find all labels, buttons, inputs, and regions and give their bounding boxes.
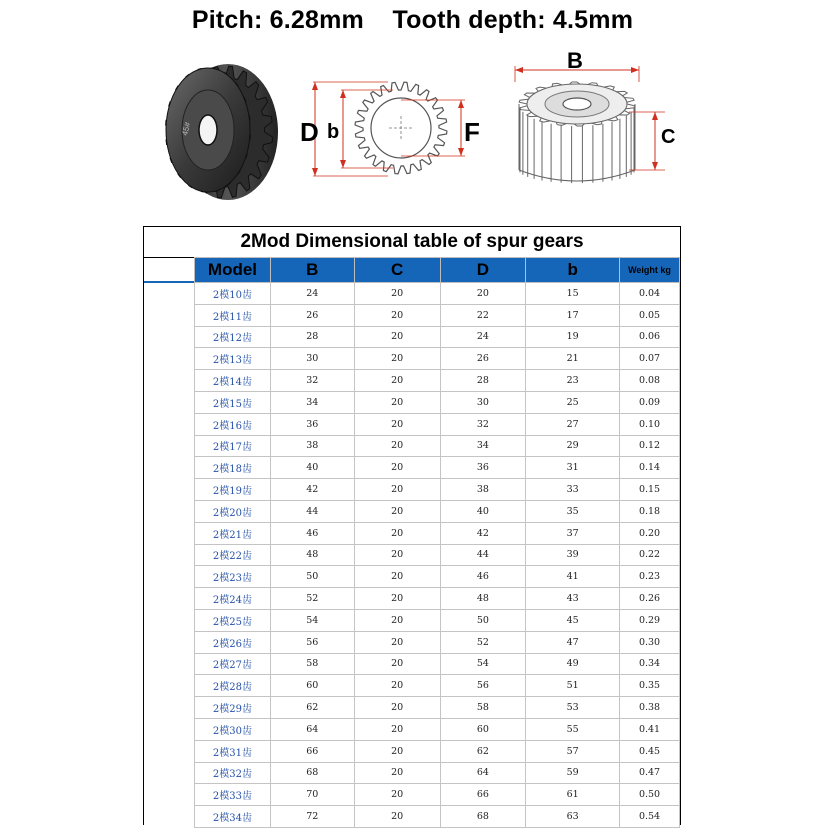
value-cell: 20	[354, 370, 440, 392]
value-cell: 38	[440, 479, 526, 501]
value-cell: 20	[354, 697, 440, 719]
value-cell: 0.54	[620, 806, 680, 828]
value-cell: 0.10	[620, 413, 680, 435]
value-cell: 0.14	[620, 457, 680, 479]
value-cell: 35	[526, 500, 620, 522]
value-cell: 0.34	[620, 653, 680, 675]
table-row	[195, 675, 680, 697]
gear-bottom-edge	[519, 170, 635, 181]
value-cell: 64	[270, 718, 354, 740]
value-cell: 20	[354, 304, 440, 326]
spur-gear-dimension-table	[194, 257, 680, 828]
model-cell: 2模26齿	[195, 631, 271, 653]
column-header-b-inner: b	[526, 258, 620, 283]
value-cell: 54	[270, 609, 354, 631]
value-cell: 22	[440, 304, 526, 326]
value-cell: 20	[354, 631, 440, 653]
value-cell: 28	[270, 326, 354, 348]
table-header-row	[195, 258, 680, 283]
model-cell: 2模25齿	[195, 609, 271, 631]
gear-front-view-diagram	[293, 68, 493, 188]
dimension-label-b: B	[567, 48, 583, 73]
value-cell: 0.29	[620, 609, 680, 631]
value-cell: 60	[440, 718, 526, 740]
value-cell: 24	[440, 326, 526, 348]
value-cell: 39	[526, 544, 620, 566]
model-cell: 2模28齿	[195, 675, 271, 697]
table-row	[195, 806, 680, 828]
table-row	[195, 762, 680, 784]
value-cell: 20	[354, 457, 440, 479]
value-cell: 41	[526, 566, 620, 588]
value-cell: 48	[440, 588, 526, 610]
value-cell: 34	[270, 391, 354, 413]
value-cell: 29	[526, 435, 620, 457]
table-row	[195, 544, 680, 566]
value-cell: 20	[354, 479, 440, 501]
value-cell: 0.26	[620, 588, 680, 610]
value-cell: 20	[354, 718, 440, 740]
model-cell: 2模32齿	[195, 762, 271, 784]
value-cell: 17	[526, 304, 620, 326]
value-cell: 20	[354, 348, 440, 370]
model-cell: 2模34齿	[195, 806, 271, 828]
model-cell: 2模22齿	[195, 544, 271, 566]
table-row	[195, 479, 680, 501]
dimension-label-f: F	[464, 117, 480, 147]
gear-side-view-diagram	[505, 52, 675, 202]
value-cell: 20	[354, 391, 440, 413]
table-row	[195, 566, 680, 588]
value-cell: 60	[270, 675, 354, 697]
model-cell: 2模19齿	[195, 479, 271, 501]
table-row	[195, 457, 680, 479]
dimension-label-d: D	[300, 117, 319, 147]
table-row	[195, 304, 680, 326]
table-row	[195, 500, 680, 522]
page-title: Pitch: 6.28mm Tooth depth: 4.5mm	[191, 6, 634, 34]
column-header-d: D	[440, 258, 526, 283]
value-cell: 20	[354, 653, 440, 675]
gear-marking-text: 45#	[180, 121, 193, 137]
table-row	[195, 784, 680, 806]
value-cell: 26	[440, 348, 526, 370]
value-cell: 0.38	[620, 697, 680, 719]
value-cell: 0.18	[620, 500, 680, 522]
model-cell: 2模31齿	[195, 740, 271, 762]
value-cell: 0.22	[620, 544, 680, 566]
value-cell: 44	[270, 500, 354, 522]
value-cell: 52	[270, 588, 354, 610]
value-cell: 20	[440, 283, 526, 305]
table-caption: 2Mod Dimensional table of spur gears	[144, 227, 680, 258]
value-cell: 32	[440, 413, 526, 435]
value-cell: 0.05	[620, 304, 680, 326]
value-cell: 42	[440, 522, 526, 544]
value-cell: 46	[440, 566, 526, 588]
value-cell: 61	[526, 784, 620, 806]
value-cell: 25	[526, 391, 620, 413]
value-cell: 34	[440, 435, 526, 457]
value-cell: 0.45	[620, 740, 680, 762]
value-cell: 20	[354, 609, 440, 631]
value-cell: 64	[440, 762, 526, 784]
model-cell: 2模30齿	[195, 718, 271, 740]
model-cell: 2模12齿	[195, 326, 271, 348]
value-cell: 27	[526, 413, 620, 435]
value-cell: 51	[526, 675, 620, 697]
value-cell: 49	[526, 653, 620, 675]
value-cell: 0.23	[620, 566, 680, 588]
value-cell: 20	[354, 435, 440, 457]
value-cell: 59	[526, 762, 620, 784]
model-cell: 2模13齿	[195, 348, 271, 370]
value-cell: 40	[440, 500, 526, 522]
model-cell: 2模17齿	[195, 435, 271, 457]
model-cell: 2模29齿	[195, 697, 271, 719]
value-cell: 0.06	[620, 326, 680, 348]
table-row	[195, 326, 680, 348]
value-cell: 72	[270, 806, 354, 828]
column-header-model: Model	[195, 258, 271, 283]
table-row	[195, 413, 680, 435]
value-cell: 32	[270, 370, 354, 392]
value-cell: 66	[270, 740, 354, 762]
table-row	[195, 653, 680, 675]
value-cell: 20	[354, 784, 440, 806]
value-cell: 36	[440, 457, 526, 479]
value-cell: 20	[354, 588, 440, 610]
value-cell: 52	[440, 631, 526, 653]
value-cell: 31	[526, 457, 620, 479]
column-header-b-outer: B	[270, 258, 354, 283]
value-cell: 70	[270, 784, 354, 806]
value-cell: 28	[440, 370, 526, 392]
model-cell: 2模11齿	[195, 304, 271, 326]
value-cell: 68	[270, 762, 354, 784]
table-row	[195, 391, 680, 413]
value-cell: 20	[354, 544, 440, 566]
model-cell: 2模10齿	[195, 283, 271, 305]
value-cell: 0.20	[620, 522, 680, 544]
table-row	[195, 740, 680, 762]
table-row	[195, 283, 680, 305]
column-header-weight: Weight kg	[620, 258, 680, 283]
value-cell: 56	[270, 631, 354, 653]
value-cell: 62	[270, 697, 354, 719]
model-cell: 2模27齿	[195, 653, 271, 675]
value-cell: 54	[440, 653, 526, 675]
value-cell: 21	[526, 348, 620, 370]
value-cell: 20	[354, 806, 440, 828]
value-cell: 0.08	[620, 370, 680, 392]
model-cell: 2模24齿	[195, 588, 271, 610]
value-cell: 20	[354, 740, 440, 762]
model-cell: 2模14齿	[195, 370, 271, 392]
table-row	[195, 697, 680, 719]
value-cell: 0.12	[620, 435, 680, 457]
value-cell: 20	[354, 413, 440, 435]
value-cell: 53	[526, 697, 620, 719]
table-row	[195, 348, 680, 370]
value-cell: 20	[354, 522, 440, 544]
value-cell: 20	[354, 566, 440, 588]
value-cell: 19	[526, 326, 620, 348]
table-row	[195, 631, 680, 653]
model-cell: 2模18齿	[195, 457, 271, 479]
table-row	[195, 718, 680, 740]
value-cell: 45	[526, 609, 620, 631]
value-cell: 20	[354, 326, 440, 348]
value-cell: 55	[526, 718, 620, 740]
value-cell: 0.50	[620, 784, 680, 806]
table-row	[195, 588, 680, 610]
value-cell: 47	[526, 631, 620, 653]
column-header-c: C	[354, 258, 440, 283]
value-cell: 20	[354, 675, 440, 697]
value-cell: 0.35	[620, 675, 680, 697]
table-left-margin	[144, 257, 195, 826]
value-cell: 30	[440, 391, 526, 413]
value-cell: 23	[526, 370, 620, 392]
table-row	[195, 435, 680, 457]
table-row	[195, 370, 680, 392]
value-cell: 0.15	[620, 479, 680, 501]
model-cell: 2模21齿	[195, 522, 271, 544]
value-cell: 24	[270, 283, 354, 305]
model-cell: 2模33齿	[195, 784, 271, 806]
value-cell: 50	[270, 566, 354, 588]
value-cell: 38	[270, 435, 354, 457]
value-cell: 20	[354, 762, 440, 784]
value-cell: 42	[270, 479, 354, 501]
value-cell: 56	[440, 675, 526, 697]
value-cell: 37	[526, 522, 620, 544]
value-cell: 66	[440, 784, 526, 806]
table-row	[195, 522, 680, 544]
value-cell: 0.41	[620, 718, 680, 740]
value-cell: 44	[440, 544, 526, 566]
gear-photo-illustration	[153, 50, 288, 210]
value-cell: 46	[270, 522, 354, 544]
value-cell: 0.47	[620, 762, 680, 784]
value-cell: 26	[270, 304, 354, 326]
value-cell: 0.07	[620, 348, 680, 370]
value-cell: 33	[526, 479, 620, 501]
value-cell: 63	[526, 806, 620, 828]
value-cell: 15	[526, 283, 620, 305]
value-cell: 20	[354, 500, 440, 522]
value-cell: 62	[440, 740, 526, 762]
model-cell: 2模16齿	[195, 413, 271, 435]
model-cell: 2模15齿	[195, 391, 271, 413]
value-cell: 68	[440, 806, 526, 828]
value-cell: 43	[526, 588, 620, 610]
value-cell: 30	[270, 348, 354, 370]
dimension-table-panel	[143, 226, 681, 825]
value-cell: 20	[354, 283, 440, 305]
model-cell: 2模20齿	[195, 500, 271, 522]
value-cell: 50	[440, 609, 526, 631]
value-cell: 57	[526, 740, 620, 762]
dimension-label-c: C	[661, 126, 676, 148]
value-cell: 58	[270, 653, 354, 675]
value-cell: 40	[270, 457, 354, 479]
dimension-label-small-b: b	[327, 121, 340, 143]
value-cell: 48	[270, 544, 354, 566]
value-cell: 0.09	[620, 391, 680, 413]
value-cell: 0.04	[620, 283, 680, 305]
value-cell: 58	[440, 697, 526, 719]
table-row	[195, 609, 680, 631]
value-cell: 0.30	[620, 631, 680, 653]
model-cell: 2模23齿	[195, 566, 271, 588]
value-cell: 36	[270, 413, 354, 435]
